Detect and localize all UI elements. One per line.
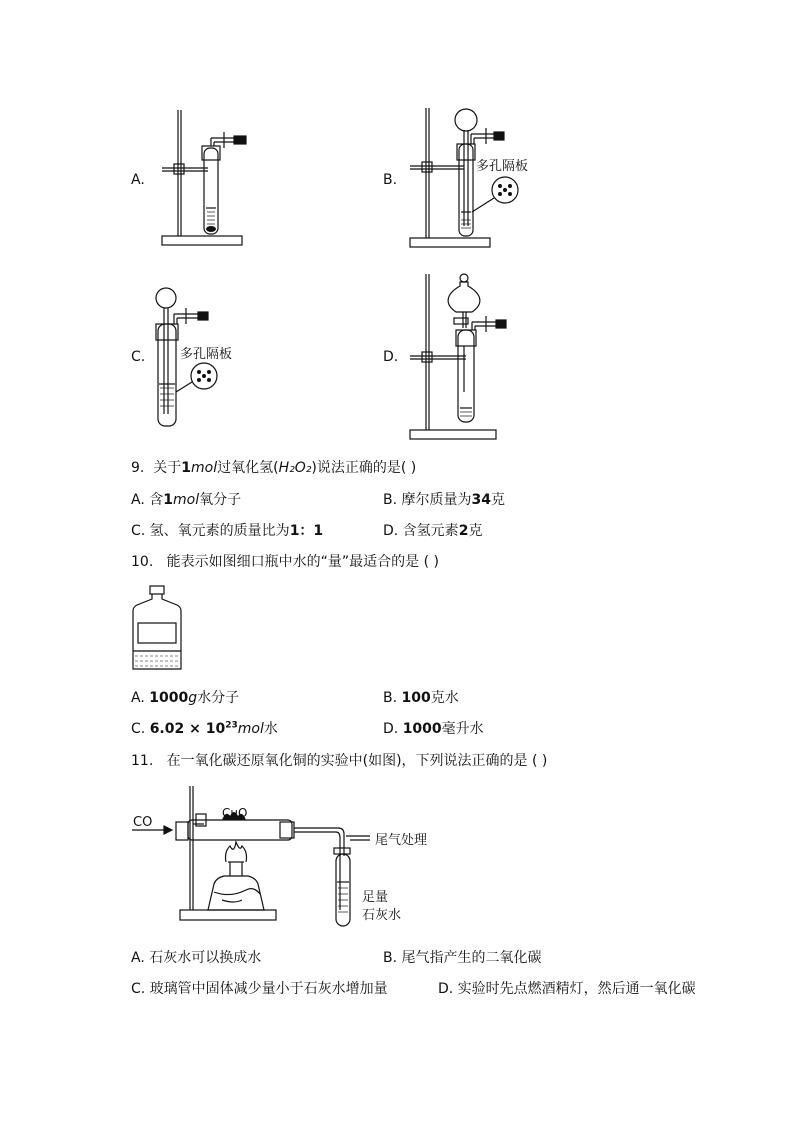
option-text: A. — [131, 690, 150, 706]
option-number: 1 — [163, 492, 173, 508]
option-text: C. 氢、氧元素的质量比为 — [131, 523, 290, 539]
option-unit: mol — [172, 492, 200, 508]
cuo-label: CuO — [222, 806, 248, 820]
question-10-option-d — [383, 718, 484, 738]
option-letter-d: D. — [383, 349, 399, 365]
option-text: 氧分子 — [199, 492, 242, 508]
question-number: 10. — [131, 554, 154, 570]
narrow-mouth-bottle-figure — [131, 585, 183, 671]
question-10-stem — [131, 551, 439, 571]
question-9-option-d — [383, 520, 482, 540]
option-unit: g — [188, 690, 198, 706]
option-number: 100 — [401, 690, 431, 706]
apparatus-b-figure — [408, 106, 508, 252]
option-number: 2 — [458, 523, 469, 539]
option-text: 克水 — [430, 690, 459, 706]
tail-gas-label: 尾气处理 — [375, 833, 428, 848]
porous-plate-label-c: 多孔隔板 — [180, 347, 233, 362]
question-10-option-b — [383, 687, 459, 707]
apparatus-d-figure — [408, 272, 508, 444]
apparatus-a-figure — [160, 108, 250, 250]
option-number: 1000 — [402, 721, 442, 737]
co-label: CO — [133, 815, 153, 830]
option-number: 6.02 × 10 — [149, 721, 226, 737]
question-10-option-c — [131, 718, 278, 738]
question-9-option-a — [131, 489, 241, 509]
stem-text: 过氧化氢( — [217, 460, 279, 476]
stem-text: 关于 — [153, 460, 182, 476]
option-exponent: 23 — [225, 720, 238, 731]
stem-text: )说法正确的是( ) — [311, 460, 417, 476]
option-text: 水 — [263, 721, 278, 737]
question-11-option-a: A. 石灰水可以换成水 — [131, 950, 262, 966]
option-text: C. — [131, 721, 150, 737]
option-letter-c: C. — [131, 349, 146, 365]
option-letter-a: A. — [131, 172, 145, 188]
question-9-option-c — [131, 520, 323, 540]
question-9-option-b — [383, 489, 505, 509]
question-11-option-d: D. 实验时先点燃酒精灯，然后通一氧化碳 — [438, 981, 696, 997]
option-text: 水分子 — [197, 690, 240, 706]
option-number: 1000 — [149, 690, 189, 706]
question-10-option-a — [131, 687, 239, 707]
stem-unit: mol — [191, 460, 218, 476]
question-11-stem — [131, 750, 547, 770]
limewater-label: 石灰水 — [362, 908, 402, 923]
option-text: 毫升水 — [441, 721, 484, 737]
question-11-option-c: C. 玻璃管中固体减少量小于石灰水增加量 — [131, 981, 388, 997]
option-unit: mol — [237, 721, 264, 737]
question-number: 11. — [131, 753, 154, 769]
option-text: D. 含氢元素 — [383, 523, 459, 539]
option-letter-b: B. — [383, 172, 398, 188]
question-9-stem — [131, 457, 416, 477]
option-text: B. 摩尔质量为 — [383, 492, 472, 508]
option-number: 34 — [471, 492, 491, 508]
option-number: 1：1 — [289, 523, 324, 539]
porous-plate-label-b: 多孔隔板 — [476, 159, 529, 174]
question-11-option-b: B. 尾气指产生的二氧化碳 — [383, 950, 542, 966]
option-text: 克 — [468, 523, 483, 539]
question-number: 9. — [131, 460, 145, 476]
option-text: A. 含 — [131, 492, 164, 508]
stem-text: 能表示如图细口瓶中水的“量”最适合的是 ( ) — [166, 554, 439, 570]
stem-amount: 1 — [181, 460, 192, 476]
stem-formula: H₂O₂ — [278, 460, 312, 476]
option-text: B. — [383, 690, 402, 706]
enough-label: 足量 — [362, 890, 389, 905]
stem-text: 在一氧化碳还原氧化铜的实验中(如图)，下列说法正确的是 ( ) — [166, 753, 548, 769]
option-text: 克 — [491, 492, 505, 508]
option-text: D. — [383, 721, 403, 737]
